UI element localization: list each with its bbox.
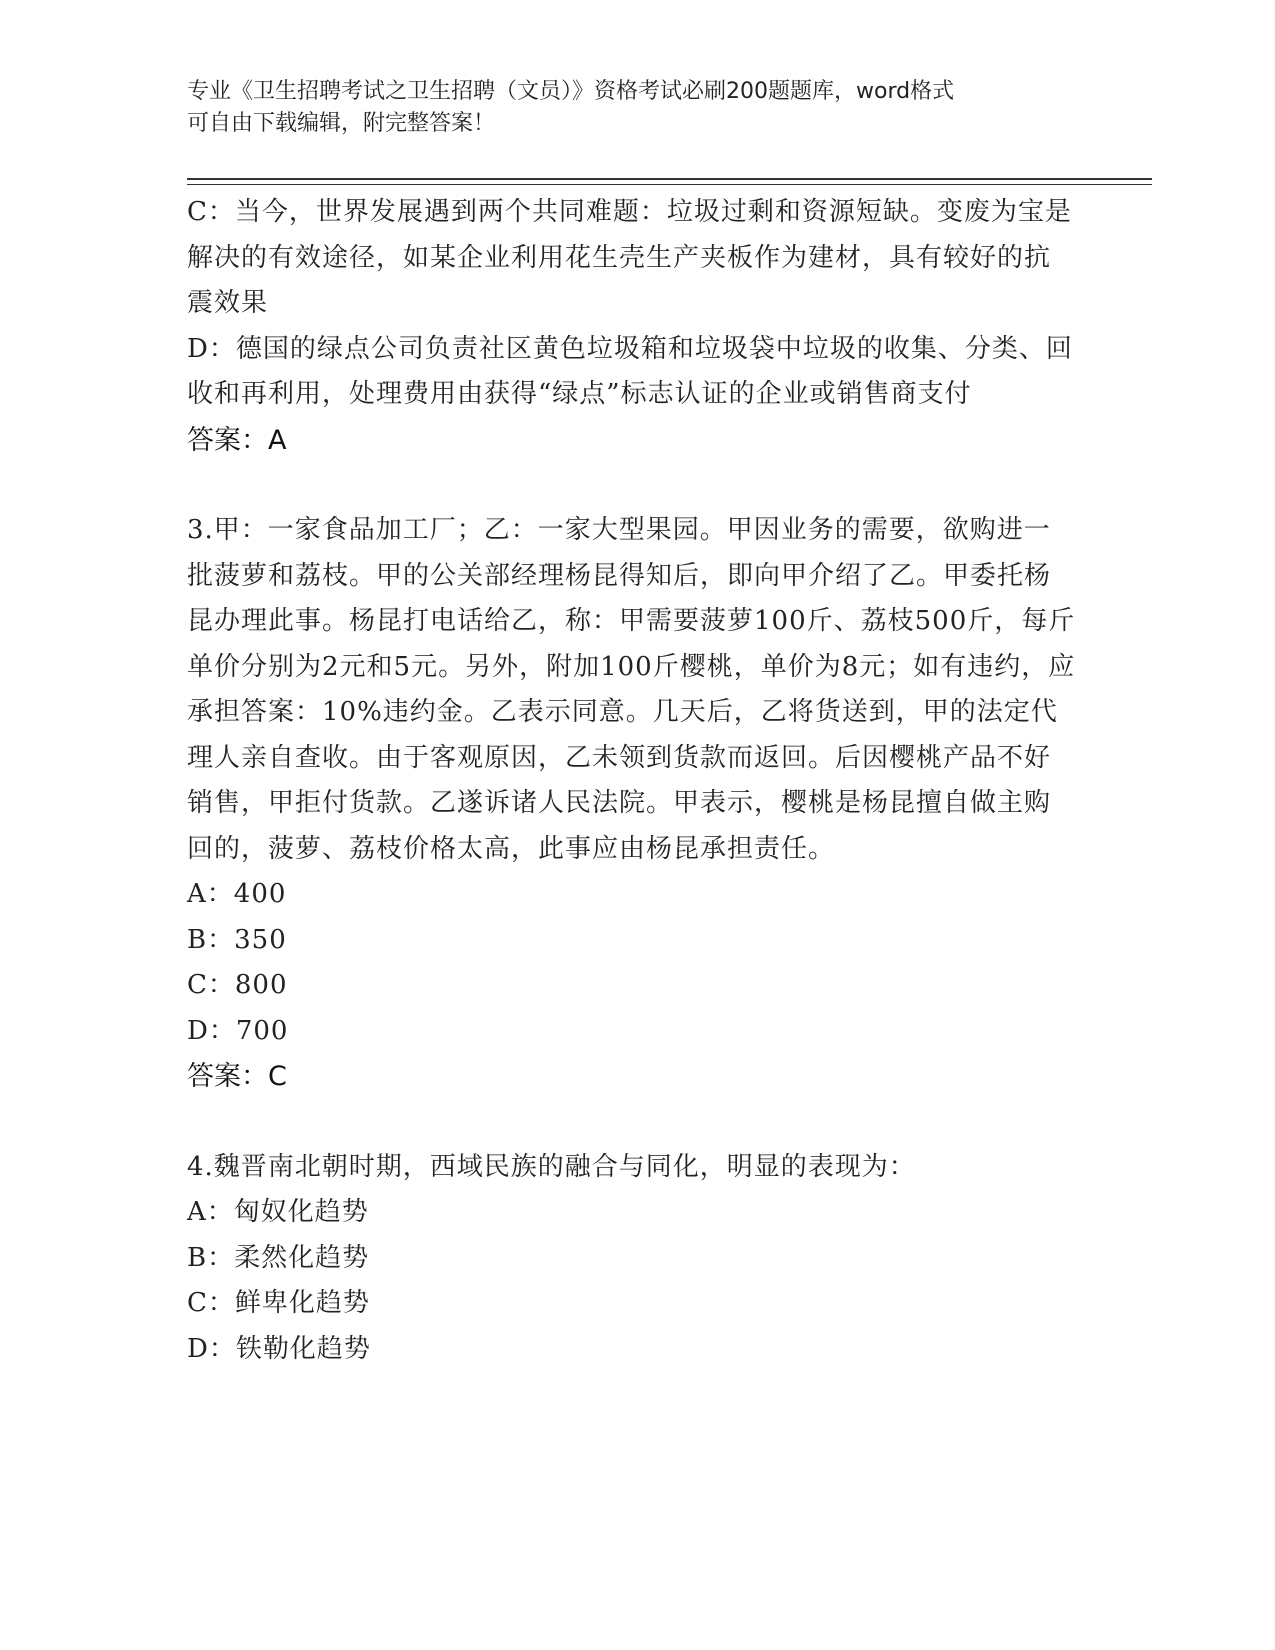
question-3 — [187, 508, 1077, 1100]
question-2-tail — [187, 190, 1077, 463]
option-c: C：鲜卑化趋势 — [187, 1288, 370, 1318]
question-stem: 3.甲：一家食品加工厂；乙：一家大型果园。甲因业务的需要，欲购进一批菠萝和荔枝。甲的公关部经理杨昆得知后，即向甲介绍了乙。甲委托杨昆办理此事。杨昆打电话给乙，称：甲需要菠萝100斤、荔枝500斤，每斤单价分别为2元和5元。另外，附加100斤樱桃，单价为8元；如有违约，应承担答案：10%违约金。乙表示同意。几天后，乙将货送到，甲的法定代理人亲自查收。由于客观原因，乙未领到货款而返回。后因樱桃产品不好销售，甲拒付货款。乙遂诉诸人民法院。甲表示，樱桃是杨昆擅自做主购回的，菠萝、荔枝价格太高，此事应由杨昆承担责任。 — [187, 515, 1076, 864]
header-title-line-2: 可自由下载编辑，附完整答案！ — [187, 111, 496, 136]
option-d: D：铁勒化趋势 — [187, 1333, 371, 1364]
page-header — [187, 76, 1087, 140]
option-b: B：柔然化趋势 — [187, 1242, 370, 1273]
option-c: C：当今，世界发展遇到两个共同难题：垃圾过剩和资源短缺。变废为宝是解决的有效途径，如某企业利用花生壳生产夹板作为建材，具有较好的抗震效果 — [187, 197, 1072, 318]
header-title-line-1: 专业《卫生招聘考试之卫生招聘（文员）》资格考试必刷200题题库，word格式 — [187, 79, 955, 104]
option-a: A：匈奴化趋势 — [187, 1197, 369, 1227]
option-b: B：350 — [187, 924, 287, 955]
document-body — [187, 190, 1077, 1372]
question-stem: 4.魏晋南北朝时期，西域民族的融合与同化，明显的表现为： — [187, 1151, 916, 1182]
question-4 — [187, 1145, 1077, 1373]
answer-line: 答案：C — [187, 1061, 287, 1092]
header-divider-thick — [187, 178, 1152, 180]
option-d: D：德国的绿点公司负责社区黄色垃圾箱和垃圾袋中垃圾的收集、分类、回收和再利用，处理费用由获得“绿点”标志认证的企业或销售商支付 — [187, 333, 1073, 409]
answer-line: 答案：A — [187, 424, 287, 456]
header-divider-thin — [187, 184, 1152, 185]
option-c: C：800 — [187, 970, 288, 1000]
option-d: D：700 — [187, 1015, 289, 1046]
option-a: A：400 — [187, 879, 287, 909]
